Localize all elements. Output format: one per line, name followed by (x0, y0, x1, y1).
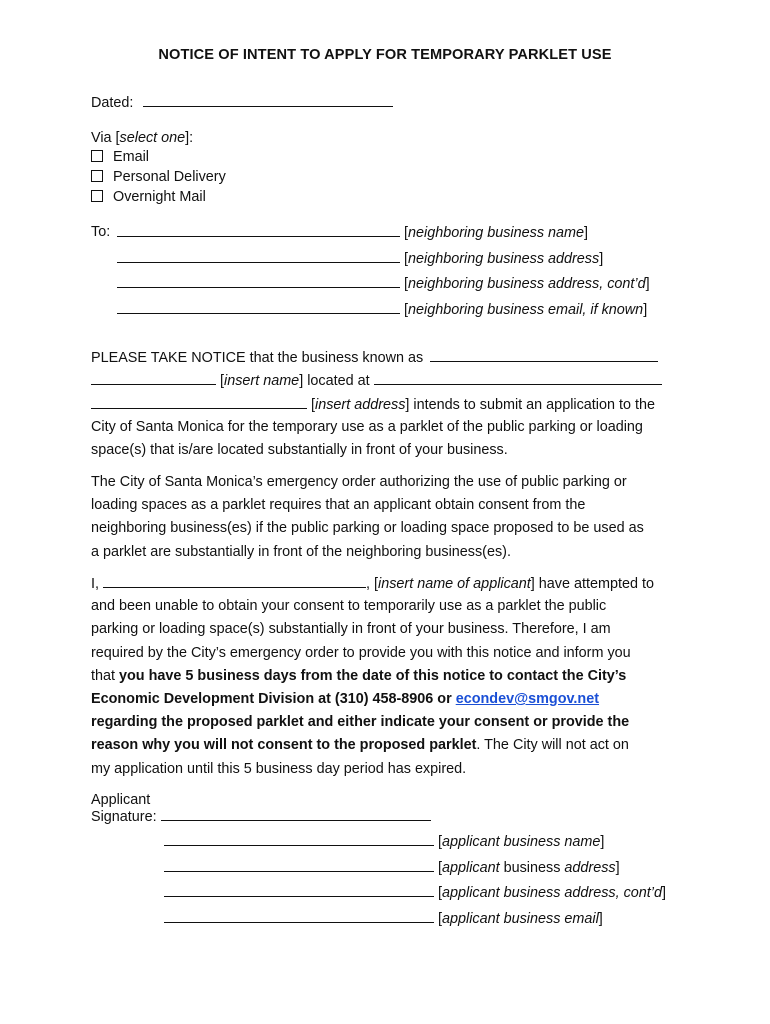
notice-p3-line-4: required by the City’s emergency order to provide you with this notice and inform you (91, 645, 631, 661)
notice-p3-line-6: Economic Development Division at (310) 458-8906 or econdev@smgov.net (91, 691, 600, 707)
sig-blank-2[interactable] (164, 857, 434, 872)
to-blank-3[interactable] (117, 273, 400, 288)
notice-p3-line-3: parking or loading space(s) substantially in front of your business. Therefore, I am (91, 621, 611, 637)
notice-p3-line-8: reason why you will not consent to the proposed parklet. The City will not act on (91, 737, 629, 753)
notice-p2-line-3: neighboring business(es) if the public parking or loading space proposed to be used as (91, 520, 644, 536)
signature-line-2: [applicant business address] (164, 857, 620, 878)
business-name-blank-2[interactable] (91, 370, 216, 385)
checkbox-overnight-mail[interactable] (91, 190, 103, 202)
to-line-3: [neighboring business address, cont’d] (117, 273, 650, 294)
to-blank-1[interactable] (117, 222, 400, 237)
signature-line-1: [applicant business name] (164, 831, 604, 852)
checkbox-personal-delivery[interactable] (91, 170, 103, 182)
econdev-email-link[interactable]: econdev@smgov.net (455, 691, 600, 707)
to-line-4: [neighboring business email, if known] (117, 299, 647, 320)
to-blank-4[interactable] (117, 299, 400, 314)
sig-blank-1[interactable] (164, 831, 434, 846)
notice-p1-line-1: PLEASE TAKE NOTICE that the business known as (91, 347, 658, 368)
dated-row (91, 92, 393, 113)
notice-p2-line-4: a parklet are substantially in front of the neighboring business(es). (91, 544, 511, 560)
applicant-name-blank[interactable] (103, 573, 366, 588)
notice-p2-line-1: The City of Santa Monica’s emergency order authorizing the use of public parking or (91, 474, 627, 490)
signature-blank[interactable] (161, 806, 431, 821)
dated-label: Dated: (91, 95, 134, 111)
via-label: Via [select one]: (91, 130, 194, 146)
notice-p1-line-4: City of Santa Monica for the temporary use as a parklet of the public parking or loading (91, 419, 643, 435)
notice-p3-line-5: that you have 5 business days from the date of this notice to contact the City’s (91, 668, 627, 684)
notice-p3-line-2: and been unable to obtain your consent to temporarily use as a parklet the public (91, 598, 607, 614)
document-title: NOTICE OF INTENT TO APPLY FOR TEMPORARY PARKLET USE (158, 47, 612, 63)
notice-p1-line-2: [insert name] located at (91, 370, 662, 391)
via-option-email[interactable]: Email (91, 147, 149, 167)
sig-blank-4[interactable] (164, 908, 434, 923)
signature-label-1: Applicant (91, 792, 151, 808)
business-name-blank-1[interactable] (430, 347, 658, 362)
sig-blank-3[interactable] (164, 882, 434, 897)
address-blank-2[interactable] (91, 394, 307, 409)
notice-p3-line-7: regarding the proposed parklet and either indicate your consent or provide the (91, 714, 630, 730)
dated-blank[interactable] (143, 92, 393, 107)
notice-p3-line-1: I, , [insert name of applicant] have attempted to (91, 573, 654, 594)
to-line-1: [neighboring business name] (117, 222, 588, 243)
via-option-overnight-mail[interactable]: Overnight Mail (91, 187, 206, 207)
via-option-personal-delivery[interactable]: Personal Delivery (91, 167, 226, 187)
checkbox-email[interactable] (91, 150, 103, 162)
signature-row: Signature: (91, 806, 431, 827)
to-blank-2[interactable] (117, 248, 400, 263)
notice-p1-line-5: space(s) that is/are located substantially in front of your business. (91, 442, 508, 458)
signature-line-4: [applicant business email] (164, 908, 603, 929)
notice-p2-line-2: loading spaces as a parklet requires that an applicant obtain consent from the (91, 497, 586, 513)
address-blank-1[interactable] (374, 370, 662, 385)
signature-line-3: [applicant business address, cont’d] (164, 882, 666, 903)
to-line-2: [neighboring business address] (117, 248, 603, 269)
notice-p1-line-3: [insert address] intends to submit an application to the (91, 394, 655, 415)
notice-p3-line-9: my application until this 5 business day period has expired. (91, 761, 467, 777)
to-label: To: (91, 224, 111, 240)
